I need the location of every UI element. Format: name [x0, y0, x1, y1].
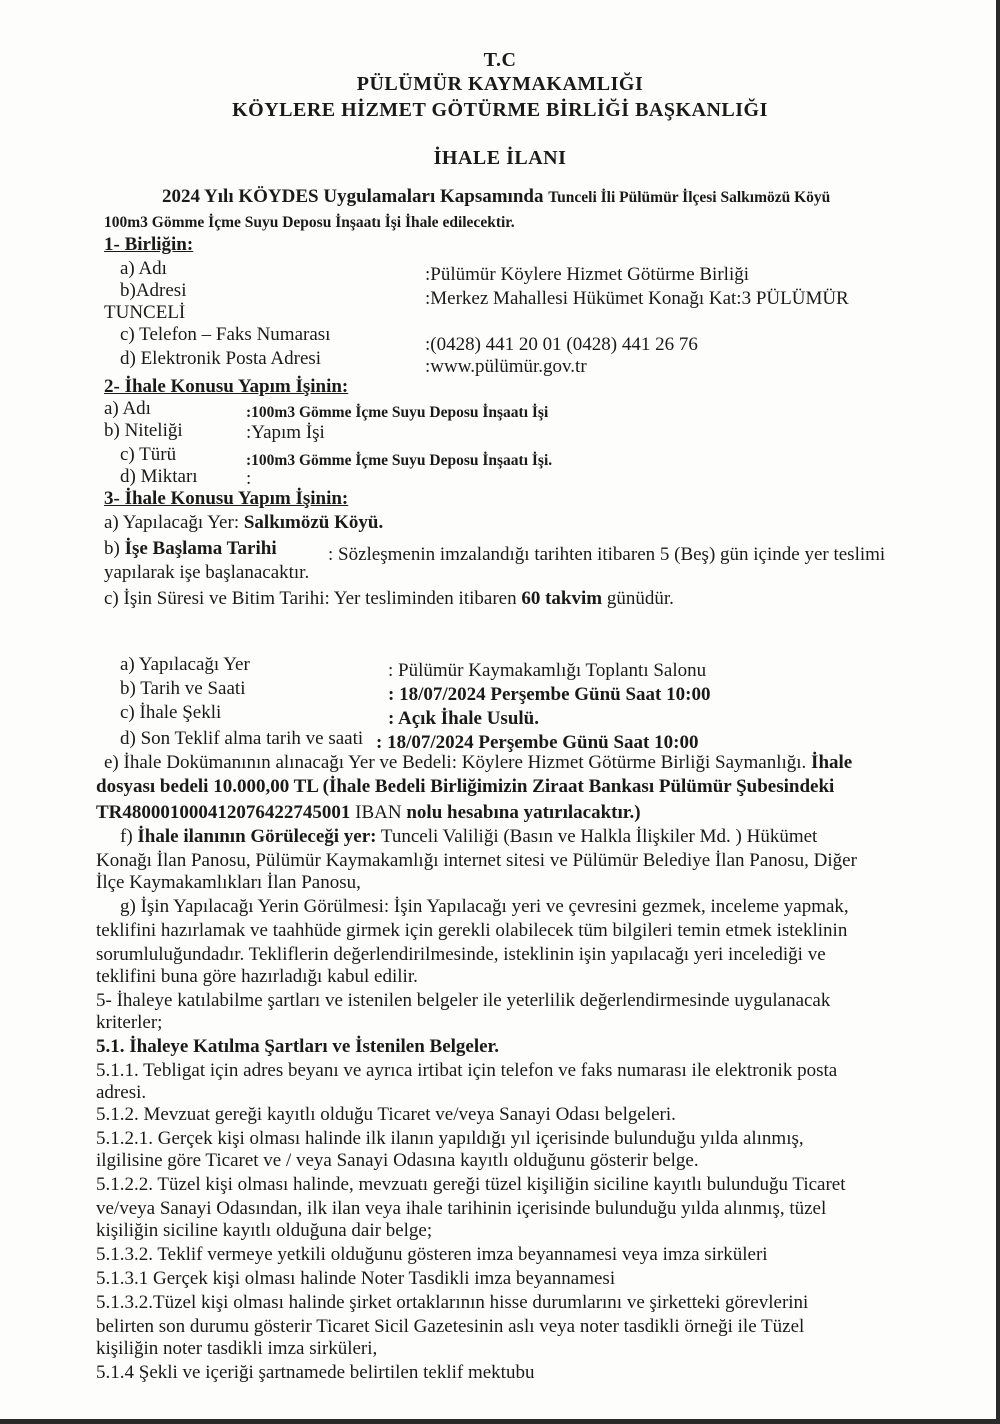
s3-a-line [104, 512, 383, 534]
s3-b-label: İşe Başlama Tarihi [124, 538, 277, 559]
s2-a-label: a) Adı [104, 398, 151, 419]
s3-b-value: : Sözleşmenin imzalandığı tarihten itibaren 5 (Beş) gün içinde yer teslimi [328, 544, 886, 565]
section-1-heading: 1- Birliğin: [104, 234, 194, 255]
s5-511-line-2: adresi. [96, 1082, 147, 1103]
s3-b-cont: yapılarak işe başlanacaktır. [104, 562, 310, 583]
s4-f-bold: İhale ilanının Görüleceği yer: [137, 826, 377, 847]
s4-f-line-3: İlçe Kaymakamlıkları İlan Panosu, [96, 872, 361, 893]
section-3-heading: 3- İhale Konusu Yapım İşinin: [104, 488, 349, 509]
s3-c-text1: c) İşin Süresi ve Bitim Tarihi: Yer tesliminden itibaren [104, 588, 522, 609]
s5-5122-line-2: ve/veya Sanayi Odasından, ilk ilan veya ihale tarihinin içerisinde bulunduğu yılda alınmış, tüzel [96, 1198, 827, 1219]
s5-5132b-line-3: kişiliğin noter tasdikli imza sirküleri, [96, 1338, 378, 1359]
s4-e-bold: İhale [811, 752, 853, 773]
s5-5132: 5.1.3.2. Teklif vermeye yetkili olduğunu gösteren imza beyannamesi veya imza sirküleri [96, 1244, 768, 1265]
s4-e-iban-label: IBAN [350, 802, 407, 823]
s5-line-2: kriterler; [96, 1012, 163, 1033]
intro-bold: 2024 Yılı KÖYDES Uygulamaları Kapsamında [162, 186, 544, 207]
s4-d-label: d) Son Teklif alma tarih ve saati [120, 728, 364, 749]
s4-e-line-2: dosyası bedeli 10.000,00 TL (İhale Bedeli Birliğimizin Ziraat Bankası Pülümür Şubesindeki [96, 776, 835, 797]
s2-d-label: d) Miktarı [120, 466, 198, 487]
s4-g-line-4: teklifini buna göre hazırladığı kabul edilir. [96, 966, 418, 987]
s1-a-label: a) Adı [120, 258, 167, 279]
s4-f-text: Tunceli Valiliği (Basın ve Halkla İlişkiler Md. ) Hükümet [376, 826, 818, 847]
s4-c-label: c) İhale Şekli [120, 702, 222, 723]
s1-c-label: c) Telefon – Faks Numarası [120, 324, 331, 345]
s4-d-value: : 18/07/2024 Perşembe Günü Saat 10:00 [376, 732, 699, 753]
header-kaymakamlik: PÜLÜMÜR KAYMAKAMLIĞI [356, 73, 644, 95]
s2-b-value: :Yapım İşi [246, 422, 325, 443]
s5-511-line-1: 5.1.1. Tebligat için adres beyanı ve ayrıca irtibat için telefon ve faks numarası ile elektronik posta [96, 1060, 838, 1081]
s5-5122-line-1: 5.1.2.2. Tüzel kişi olması halinde, mevzuatı gereği tüzel kişiliğin siciline kayıtlı bulunduğu Ticaret [96, 1174, 846, 1195]
s5-5132b-line-1: 5.1.3.2.Tüzel kişi olması halinde şirket ortaklarının hisse durumlarını ve şirketteki görevlerini [96, 1292, 809, 1313]
s4-g-line-2: teklifini hazırlamak ve taahhüde girmek için gerekli olabilecek tüm bilgileri temin etmek isteklinin [96, 920, 848, 941]
s5-5121-line-1: 5.1.2.1. Gerçek kişi olması halinde ilk ilanın yapıldığı yıl içerisinde bulunduğu yılda alınmış, [96, 1128, 804, 1149]
s1-b-value: :Merkez Mahallesi Hükümet Konağı Kat:3 PÜLÜMÜR [425, 288, 849, 309]
s5-512: 5.1.2. Mevzuat gereği kayıtlı olduğu Ticaret ve/veya Sanayi Odası belgeleri. [96, 1104, 676, 1125]
s4-c-value: : Açık İhale Usulü. [388, 708, 539, 729]
s4-b-label: b) Tarih ve Saati [120, 678, 246, 699]
s5-heading-51: 5.1. İhaleye Katılma Şartları ve İstenilen Belgeler. [96, 1036, 499, 1057]
s5-514: 5.1.4 Şekli ve içeriği şartnamede belirtilen teklif mektubu [96, 1362, 535, 1383]
header-birlik: KÖYLERE HİZMET GÖTÜRME BİRLİĞİ BAŞKANLIĞI [232, 99, 768, 121]
s4-f-line-1 [120, 826, 817, 848]
s2-c-label: c) Türü [120, 444, 177, 465]
section-2-heading: 2- İhale Konusu Yapım İşinin: [104, 376, 349, 397]
s5-5132b-line-2: belirten son durumu gösterir Ticaret Sicil Gazetesinin aslı veya noter tasdikli örneği ile Tüzel [96, 1316, 805, 1337]
s4-a-label: a) Yapılacağı Yer [120, 654, 250, 675]
s5-5121-line-2: ilgilisine göre Ticaret ve / veya Sanayi Odasına kayıtlı olduğunu gösterir belge. [96, 1150, 699, 1171]
s4-b-value: : 18/07/2024 Perşembe Günü Saat 10:00 [388, 684, 711, 705]
s1-d-label: d) Elektronik Posta Adresi [120, 348, 322, 369]
s1-a-value: :Pülümür Köylere Hizmet Götürme Birliği [425, 264, 750, 285]
s2-c-value: :100m3 Gömme İçme Suyu Deposu İnşaatı İşi. [246, 452, 553, 469]
s1-b-cont: TUNCELİ [104, 302, 186, 323]
s3-a-value: Salkımözü Köyü. [243, 512, 384, 533]
s3-c-line [104, 588, 674, 610]
s1-c-value: :(0428) 441 20 01 (0428) 441 26 76 [425, 334, 698, 355]
s4-g-line-3: sorumluluğundadır. Tekliflerin değerlendirilmesinde, isteklinin işin yapılacağı yeri incelediği ve [96, 944, 826, 965]
s1-d-value: :www.pülümür.gov.tr [425, 356, 587, 377]
s3-c-text2: günüdür. [602, 588, 674, 609]
intro-line-2: 100m3 Gömme İçme Suyu Deposu İnşaatı İşi İhale edilecektir. [104, 214, 515, 231]
s2-b-label: b) Niteliği [104, 420, 183, 441]
s3-a-label: a) Yapılacağı Yer: [104, 512, 244, 533]
s4-g-line-1: g) İşin Yapılacağı Yerin Görülmesi: İşin Yapılacağı yeri ve çevresini gezmek, inceleme yapmak, [120, 896, 849, 917]
s5-line-1: 5- İhaleye katılabilme şartları ve istenilen belgeler ile yeterlilik değerlendirmesinde uygulanacak [96, 990, 831, 1011]
s3-b-line [104, 538, 277, 560]
s4-f-prefix: f) [120, 826, 138, 847]
s1-b-label: b)Adresi [120, 280, 187, 301]
s2-d-value: : [246, 468, 252, 489]
intro-line-1 [162, 186, 934, 209]
s5-5131: 5.1.3.1 Gerçek kişi olması halinde Noter Tasdikli imza beyannamesi [96, 1268, 616, 1289]
header-tc: T.C [483, 49, 517, 71]
s4-e-text: e) İhale Dokümanının alınacağı Yer ve Bedeli: Köylere Hizmet Götürme Birliği Saymanlığı. [104, 752, 812, 773]
s2-a-value: :100m3 Gömme İçme Suyu Deposu İnşaatı İşi [246, 404, 549, 421]
s5-5122-line-3: kişiliğin siciline kayıtlı olduğuna dair belge; [96, 1220, 433, 1241]
s4-a-value: : Pülümür Kaymakamlığı Toplantı Salonu [388, 660, 707, 681]
intro-rest: Tunceli İli Pülümür İlçesi Salkımözü Köyü [548, 189, 831, 206]
s4-e-iban-rest: nolu hesabına yatırılacaktır.) [406, 802, 641, 823]
s4-e-line-1 [104, 752, 926, 774]
s4-f-line-2: Konağı İlan Panosu, Pülümür Kaymakamlığı internet sitesi ve Pülümür Belediye İlan Panosu, Diğer [96, 850, 857, 871]
s3-b-prefix: b) [104, 538, 125, 559]
document-title: İHALE İLANI [433, 147, 567, 169]
s4-e-iban: TR480001000412076422745001 [96, 802, 351, 823]
s4-e-line-3 [96, 802, 641, 824]
s3-c-bold: 60 takvim [521, 588, 603, 609]
